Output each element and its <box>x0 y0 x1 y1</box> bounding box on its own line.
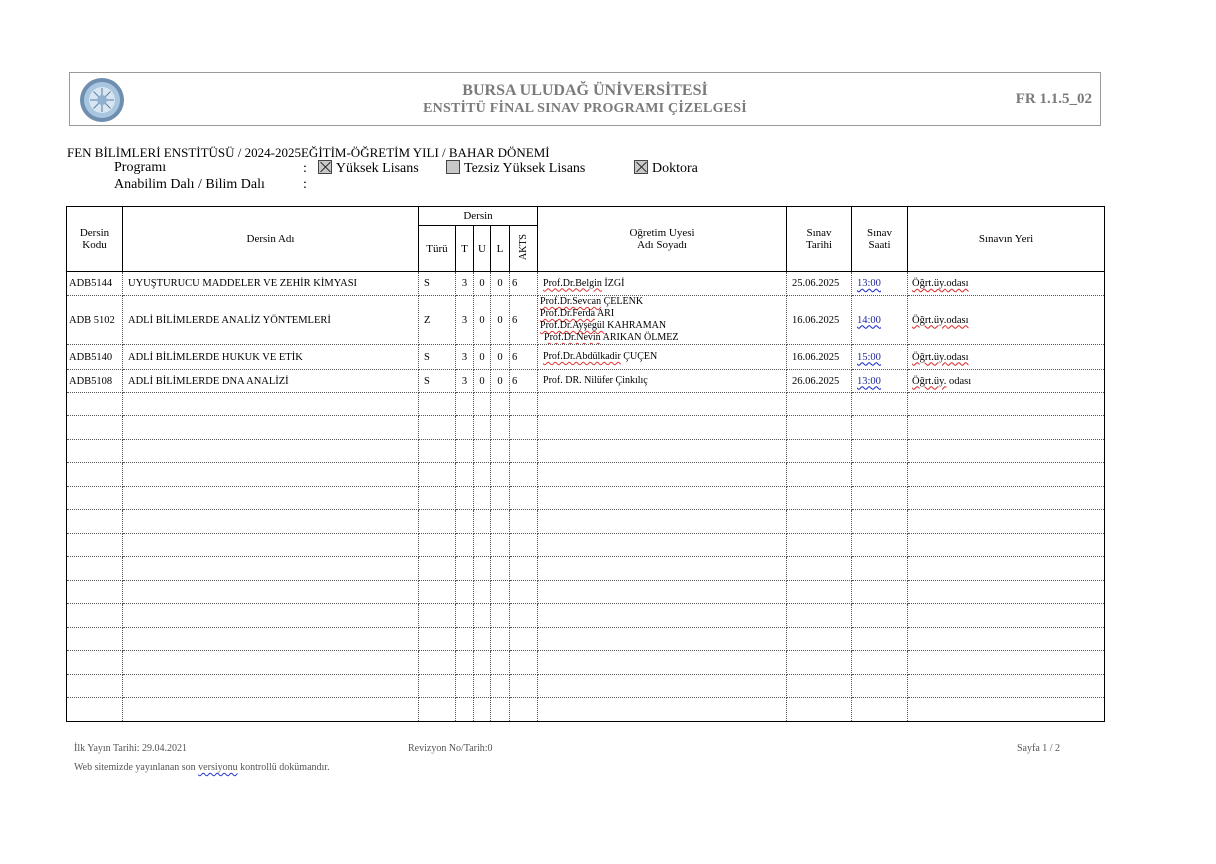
empty-cell[interactable] <box>123 487 419 510</box>
course-u: 0 <box>474 370 491 393</box>
instructor-name: Prof.Dr.Ayşegül KAHRAMAN <box>540 320 667 331</box>
empty-cell[interactable] <box>510 510 538 534</box>
empty-cell[interactable] <box>123 440 419 463</box>
empty-cell[interactable] <box>419 393 456 416</box>
empty-cell[interactable] <box>491 557 510 581</box>
course-type: S <box>419 272 456 296</box>
course-t: 3 <box>456 345 474 370</box>
empty-cell[interactable] <box>538 463 787 487</box>
empty-cell[interactable] <box>538 557 787 581</box>
course-l: 0 <box>491 370 510 393</box>
empty-row <box>67 510 1105 534</box>
empty-cell[interactable] <box>787 651 852 675</box>
empty-cell[interactable] <box>419 463 456 487</box>
empty-cell[interactable] <box>474 463 491 487</box>
empty-cell[interactable] <box>474 604 491 628</box>
empty-cell[interactable] <box>491 628 510 651</box>
exam-time: 14:00 <box>852 296 908 345</box>
exam-time: 13:00 <box>852 370 908 393</box>
exam-date: 16.06.2025 <box>787 296 852 345</box>
header-date: Sınav Tarihi <box>787 207 852 272</box>
page-number: Sayfa 1 / 2 <box>1017 743 1061 754</box>
empty-cell[interactable] <box>787 698 852 722</box>
empty-cell[interactable] <box>474 440 491 463</box>
course-name: ADLİ BİLİMLERDE DNA ANALİZİ <box>123 370 419 393</box>
empty-row <box>67 440 1105 463</box>
empty-row <box>67 487 1105 510</box>
empty-cell[interactable] <box>419 581 456 604</box>
header-place: Sınavın Yeri <box>908 207 1105 272</box>
empty-cell[interactable] <box>456 510 474 534</box>
empty-cell[interactable] <box>491 651 510 675</box>
empty-row <box>67 698 1105 722</box>
empty-cell[interactable] <box>474 557 491 581</box>
empty-cell[interactable] <box>123 534 419 557</box>
empty-cell[interactable] <box>491 675 510 698</box>
empty-row <box>67 581 1105 604</box>
course-name: UYUŞTURUCU MADDELER VE ZEHİR KİMYASI <box>123 272 419 296</box>
course-code: ADB5140 <box>67 345 123 370</box>
checkbox-tezsiz-yuksek-lisans[interactable] <box>446 160 460 174</box>
empty-cell[interactable] <box>419 440 456 463</box>
empty-cell[interactable] <box>491 581 510 604</box>
empty-cell[interactable] <box>908 604 1105 628</box>
empty-cell[interactable] <box>474 393 491 416</box>
empty-cell[interactable] <box>123 393 419 416</box>
empty-cell[interactable] <box>474 487 491 510</box>
empty-cell[interactable] <box>510 651 538 675</box>
empty-cell[interactable] <box>419 534 456 557</box>
header-group: Dersin <box>419 207 538 226</box>
exam-place: Öğrt.üy.odası <box>908 272 1105 296</box>
empty-cell[interactable] <box>67 651 123 675</box>
empty-cell[interactable] <box>67 628 123 651</box>
empty-cell[interactable] <box>67 440 123 463</box>
exam-place: Öğrt.üy.odası <box>908 345 1105 370</box>
empty-cell[interactable] <box>123 557 419 581</box>
empty-cell[interactable] <box>123 651 419 675</box>
header-l: L <box>491 226 510 272</box>
empty-cell[interactable] <box>852 487 908 510</box>
empty-cell[interactable] <box>852 604 908 628</box>
empty-cell[interactable] <box>456 557 474 581</box>
empty-cell[interactable] <box>852 416 908 440</box>
empty-cell[interactable] <box>474 675 491 698</box>
empty-cell[interactable] <box>852 510 908 534</box>
empty-cell[interactable] <box>419 557 456 581</box>
university-name: BURSA ULUDAĞ ÜNİVERSİTESİ <box>462 82 708 99</box>
instructor-name: Prof.Dr.Abdülkadir ÇUÇEN <box>543 351 658 362</box>
table-row <box>67 296 1105 345</box>
empty-cell[interactable] <box>787 604 852 628</box>
empty-cell[interactable] <box>510 628 538 651</box>
empty-cell[interactable] <box>852 534 908 557</box>
empty-cell[interactable] <box>419 510 456 534</box>
program-colon: : <box>303 161 307 176</box>
option-yuksek-lisans-label: Yüksek Lisans <box>335 161 419 176</box>
option-doktora <box>634 160 698 177</box>
empty-cell[interactable] <box>852 651 908 675</box>
course-akts: 6 <box>510 272 538 296</box>
instructor-cell <box>538 345 787 370</box>
web-version-note: Web sitemizde yayınlanan son versiyonu kontrollü dokümandır. <box>74 762 330 773</box>
empty-cell[interactable] <box>908 581 1105 604</box>
empty-cell[interactable] <box>491 510 510 534</box>
empty-cell[interactable] <box>67 416 123 440</box>
empty-cell[interactable] <box>787 557 852 581</box>
empty-cell[interactable] <box>510 581 538 604</box>
empty-cell[interactable] <box>491 416 510 440</box>
empty-cell[interactable] <box>510 698 538 722</box>
empty-cell[interactable] <box>67 463 123 487</box>
empty-cell[interactable] <box>538 416 787 440</box>
empty-cell[interactable] <box>67 698 123 722</box>
empty-cell[interactable] <box>908 416 1105 440</box>
course-l: 0 <box>491 272 510 296</box>
course-akts: 6 <box>510 296 538 345</box>
empty-cell[interactable] <box>123 416 419 440</box>
empty-cell[interactable] <box>67 581 123 604</box>
course-t: 3 <box>456 272 474 296</box>
instructor-cell <box>538 272 787 296</box>
header-code: Dersin Kodu <box>67 207 123 272</box>
empty-cell[interactable] <box>491 463 510 487</box>
course-name: ADLİ BİLİMLERDE HUKUK VE ETİK <box>123 345 419 370</box>
empty-cell[interactable] <box>908 534 1105 557</box>
course-u: 0 <box>474 272 491 296</box>
empty-cell[interactable] <box>491 534 510 557</box>
empty-cell[interactable] <box>456 440 474 463</box>
empty-cell[interactable] <box>908 510 1105 534</box>
empty-cell[interactable] <box>123 698 419 722</box>
empty-cell[interactable] <box>908 463 1105 487</box>
course-l: 0 <box>491 296 510 345</box>
empty-row <box>67 628 1105 651</box>
empty-cell[interactable] <box>456 675 474 698</box>
exam-date: 25.06.2025 <box>787 272 852 296</box>
empty-cell[interactable] <box>538 581 787 604</box>
empty-cell[interactable] <box>419 487 456 510</box>
header-name: Dersin Adı <box>123 207 419 272</box>
header-akts: AKTS <box>510 226 538 272</box>
empty-cell[interactable] <box>474 628 491 651</box>
course-u: 0 <box>474 345 491 370</box>
table-row <box>67 272 1105 296</box>
instructor-name: Prof.Dr.Sevcan ÇELENK <box>540 296 644 307</box>
institute-line: FEN BİLİMLERİ ENSTİTÜSÜ / 2024-2025EĞİTİM-ÖĞRETİM YILI / BAHAR DÖNEMİ <box>67 145 550 160</box>
course-type: Z <box>419 296 456 345</box>
empty-cell[interactable] <box>538 604 787 628</box>
empty-cell[interactable] <box>787 416 852 440</box>
empty-cell[interactable] <box>67 557 123 581</box>
empty-row <box>67 557 1105 581</box>
empty-cell[interactable] <box>852 675 908 698</box>
empty-row <box>67 534 1105 557</box>
option-doktora-label: Doktora <box>652 161 698 176</box>
empty-cell[interactable] <box>456 604 474 628</box>
empty-cell[interactable] <box>456 651 474 675</box>
option-tezsiz <box>446 160 585 177</box>
empty-cell[interactable] <box>123 581 419 604</box>
header-type: Türü <box>419 226 456 272</box>
empty-cell[interactable] <box>67 604 123 628</box>
exam-time: 13:00 <box>852 272 908 296</box>
exam-date: 26.06.2025 <box>787 370 852 393</box>
checkbox-doktora[interactable] <box>634 160 648 174</box>
empty-cell[interactable] <box>474 651 491 675</box>
empty-cell[interactable] <box>491 604 510 628</box>
empty-cell[interactable] <box>538 440 787 463</box>
empty-cell[interactable] <box>510 393 538 416</box>
empty-cell[interactable] <box>419 604 456 628</box>
empty-cell[interactable] <box>510 487 538 510</box>
first-publication-date: İlk Yayın Tarihi: 29.04.2021 <box>74 743 188 754</box>
empty-cell[interactable] <box>908 651 1105 675</box>
document-title: ENSTİTÜ FİNAL SINAV PROGRAMI ÇİZELGESİ <box>423 101 747 116</box>
empty-row <box>67 675 1105 698</box>
empty-cell[interactable] <box>787 393 852 416</box>
header-u: U <box>474 226 491 272</box>
course-akts: 6 <box>510 345 538 370</box>
course-u: 0 <box>474 296 491 345</box>
empty-cell[interactable] <box>123 604 419 628</box>
empty-cell[interactable] <box>538 698 787 722</box>
empty-cell[interactable] <box>787 675 852 698</box>
program-options <box>303 160 419 177</box>
empty-row <box>67 416 1105 440</box>
course-type: S <box>419 370 456 393</box>
empty-cell[interactable] <box>456 581 474 604</box>
option-tezsiz-label: Tezsiz Yüksek Lisans <box>464 161 586 176</box>
exam-time: 15:00 <box>852 345 908 370</box>
empty-cell[interactable] <box>510 557 538 581</box>
empty-cell[interactable] <box>852 393 908 416</box>
empty-cell[interactable] <box>538 510 787 534</box>
empty-cell[interactable] <box>123 628 419 651</box>
empty-cell[interactable] <box>908 698 1105 722</box>
empty-cell[interactable] <box>419 628 456 651</box>
empty-cell[interactable] <box>852 557 908 581</box>
version-link[interactable]: versiyonu <box>198 762 238 773</box>
empty-cell[interactable] <box>852 463 908 487</box>
instructor-name: Prof.Dr.Belgin İZGİ <box>543 277 625 289</box>
empty-cell[interactable] <box>456 393 474 416</box>
empty-row <box>67 651 1105 675</box>
empty-cell[interactable] <box>474 534 491 557</box>
empty-cell[interactable] <box>852 440 908 463</box>
empty-cell[interactable] <box>123 510 419 534</box>
empty-cell[interactable] <box>491 393 510 416</box>
empty-cell[interactable] <box>456 534 474 557</box>
revision-info: Revizyon No/Tarih:0 <box>408 743 493 754</box>
empty-cell[interactable] <box>538 487 787 510</box>
department-colon: : <box>303 177 307 192</box>
course-akts: 6 <box>510 370 538 393</box>
empty-cell[interactable] <box>538 393 787 416</box>
form-header <box>69 72 1101 126</box>
empty-cell[interactable] <box>787 487 852 510</box>
empty-cell[interactable] <box>123 675 419 698</box>
empty-cell[interactable] <box>67 393 123 416</box>
empty-cell[interactable] <box>67 487 123 510</box>
empty-cell[interactable] <box>456 698 474 722</box>
course-l: 0 <box>491 345 510 370</box>
empty-cell[interactable] <box>908 557 1105 581</box>
empty-cell[interactable] <box>538 534 787 557</box>
empty-cell[interactable] <box>852 698 908 722</box>
empty-cell[interactable] <box>852 581 908 604</box>
form-code: FR 1.1.5_02 <box>1015 91 1092 107</box>
instructor-name: Prof.Dr.Nevin ARIKAN ÖLMEZ <box>544 332 679 343</box>
empty-cell[interactable] <box>908 487 1105 510</box>
empty-cell[interactable] <box>908 628 1105 651</box>
empty-cell[interactable] <box>510 416 538 440</box>
empty-cell[interactable] <box>123 463 419 487</box>
course-code: ADB5108 <box>67 370 123 393</box>
program-label: Programı <box>114 160 167 175</box>
empty-cell[interactable] <box>491 487 510 510</box>
checkbox-yuksek-lisans[interactable] <box>318 160 332 174</box>
header-t: T <box>456 226 474 272</box>
empty-cell[interactable] <box>474 581 491 604</box>
empty-cell[interactable] <box>456 416 474 440</box>
empty-cell[interactable] <box>908 440 1105 463</box>
empty-cell[interactable] <box>510 534 538 557</box>
empty-cell[interactable] <box>787 628 852 651</box>
course-t: 3 <box>456 296 474 345</box>
empty-cell[interactable] <box>510 604 538 628</box>
empty-cell[interactable] <box>787 440 852 463</box>
exam-schedule-table <box>66 206 1105 722</box>
empty-cell[interactable] <box>474 698 491 722</box>
empty-cell[interactable] <box>787 534 852 557</box>
exam-date: 16.06.2025 <box>787 345 852 370</box>
empty-cell[interactable] <box>510 463 538 487</box>
empty-cell[interactable] <box>456 487 474 510</box>
empty-cell[interactable] <box>456 628 474 651</box>
empty-cell[interactable] <box>538 675 787 698</box>
empty-cell[interactable] <box>852 628 908 651</box>
empty-cell[interactable] <box>491 440 510 463</box>
empty-cell[interactable] <box>419 651 456 675</box>
table-row <box>67 345 1105 370</box>
empty-cell[interactable] <box>67 675 123 698</box>
empty-cell[interactable] <box>908 393 1105 416</box>
header-time: Sınav Saati <box>852 207 908 272</box>
empty-cell[interactable] <box>474 416 491 440</box>
instructor-name: Prof. DR. Nilüfer Çinkılıç <box>543 375 648 386</box>
empty-cell[interactable] <box>491 698 510 722</box>
empty-cell[interactable] <box>456 463 474 487</box>
header-instructor: Oğretim Uyesi Adı Soyadı <box>538 207 787 272</box>
program-row <box>114 160 166 176</box>
course-type: S <box>419 345 456 370</box>
exam-place: Öğrt.üy.odası <box>908 296 1105 345</box>
empty-cell[interactable] <box>67 534 123 557</box>
empty-row <box>67 604 1105 628</box>
department-label: Anabilim Dalı / Bilim Dalı <box>114 177 265 192</box>
empty-cell[interactable] <box>419 698 456 722</box>
instructor-cell <box>538 370 787 393</box>
empty-cell[interactable] <box>787 463 852 487</box>
empty-cell[interactable] <box>787 581 852 604</box>
empty-cell[interactable] <box>419 416 456 440</box>
course-code: ADB 5102 <box>67 296 123 345</box>
empty-cell[interactable] <box>510 675 538 698</box>
exam-place: Öğrt.üy. odası <box>908 370 1105 393</box>
empty-cell[interactable] <box>510 440 538 463</box>
empty-row <box>67 393 1105 416</box>
instructor-cell <box>538 296 787 345</box>
course-name: ADLİ BİLİMLERDE ANALİZ YÖNTEMLERİ <box>123 296 419 345</box>
empty-cell[interactable] <box>538 628 787 651</box>
empty-row <box>67 463 1105 487</box>
table-row <box>67 370 1105 393</box>
empty-cell[interactable] <box>67 510 123 534</box>
empty-cell[interactable] <box>538 651 787 675</box>
instructor-name: Prof.Dr.Ferda ARI <box>540 308 615 319</box>
empty-cell[interactable] <box>787 510 852 534</box>
department-row <box>114 177 265 193</box>
empty-cell[interactable] <box>908 675 1105 698</box>
course-code: ADB5144 <box>67 272 123 296</box>
empty-cell[interactable] <box>419 675 456 698</box>
empty-cell[interactable] <box>474 510 491 534</box>
course-t: 3 <box>456 370 474 393</box>
